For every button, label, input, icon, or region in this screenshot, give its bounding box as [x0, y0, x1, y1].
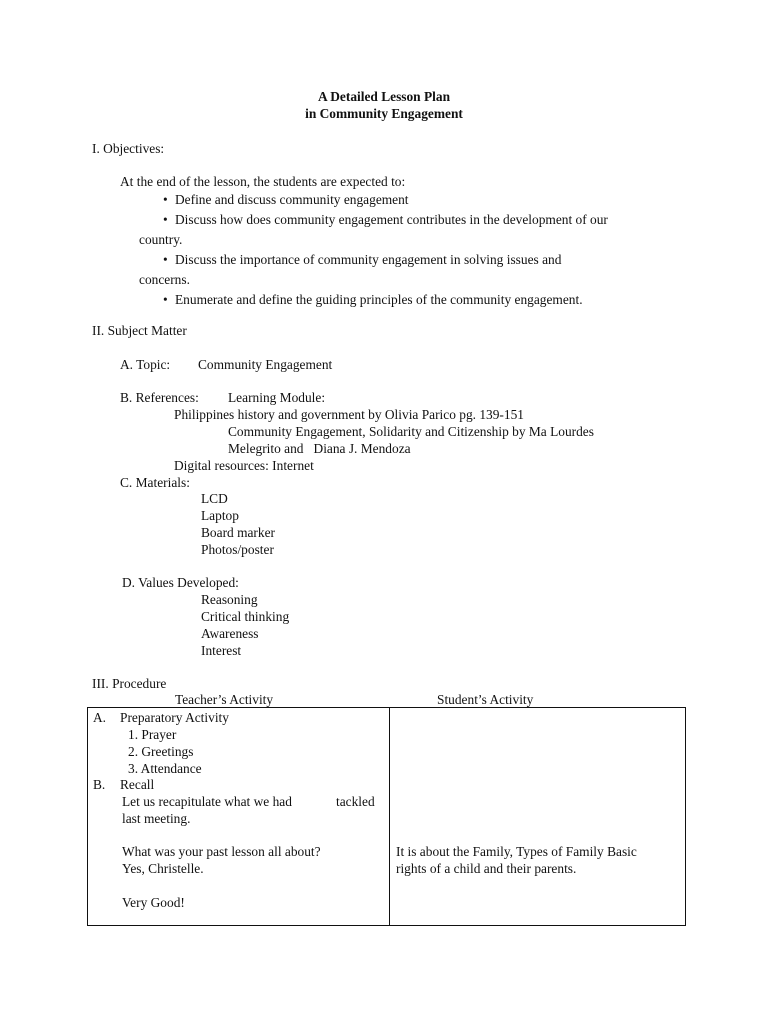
procedure-table	[87, 707, 686, 926]
material-item: Photos/poster	[201, 542, 274, 557]
objectives-heading: I. Objectives:	[92, 141, 165, 156]
material-item: LCD	[201, 491, 228, 506]
references-value: Learning Module:	[228, 390, 326, 405]
material-item: Board marker	[201, 525, 275, 540]
table-row	[88, 708, 686, 926]
student-activity-cell	[390, 708, 686, 926]
student-answer: rights of a child and their parents.	[396, 861, 577, 876]
recall-text: tackled	[336, 794, 375, 809]
objective-item: • Discuss how does community engagement contributes in the development of our	[175, 211, 608, 228]
value-item: Reasoning	[201, 592, 258, 607]
reference-item: Community Engagement, Solidarity and Citizenship by Ma Lourdes	[228, 424, 594, 439]
reference-item: Philippines history and government by Olivia Parico pg. 139-151	[174, 407, 524, 422]
value-item: Awareness	[201, 626, 259, 641]
step-item: 3. Attendance	[128, 761, 202, 776]
topic-label: A. Topic:	[120, 357, 171, 372]
recall-text: Let us recapitulate what we had	[122, 794, 292, 809]
document-subtitle: in Community Engagement	[305, 106, 463, 121]
materials-label: C. Materials:	[120, 475, 190, 490]
material-item: Laptop	[201, 508, 239, 523]
value-item: Critical thinking	[201, 609, 290, 624]
section-letter: B.	[93, 777, 106, 792]
document-title: A Detailed Lesson Plan	[317, 89, 451, 104]
value-item: Interest	[201, 643, 242, 658]
reference-item-continued: Melegrito and Diana J. Mendoza	[228, 441, 411, 456]
step-item: 1. Prayer	[128, 727, 177, 742]
teacher-praise: Very Good!	[122, 895, 185, 910]
teacher-activity-header: Teacher’s Activity	[175, 692, 274, 707]
topic-value: Community Engagement	[198, 357, 333, 372]
recall-heading: Recall	[120, 777, 155, 792]
student-answer: It is about the Family, Types of Family Basic	[396, 844, 637, 859]
values-label: D. Values Developed:	[122, 575, 239, 590]
recall-text: last meeting.	[122, 811, 191, 826]
student-activity-header: Student’s Activity	[437, 692, 534, 707]
subject-matter-heading: II. Subject Matter	[92, 323, 187, 338]
preparatory-activity: Preparatory Activity	[120, 710, 229, 725]
reference-item: Digital resources: Internet	[174, 458, 314, 473]
references-label: B. References:	[120, 390, 199, 405]
objectives-intro: At the end of the lesson, the students are expected to:	[120, 174, 406, 189]
teacher-activity-cell	[88, 708, 390, 926]
objective-item-continued: concerns.	[139, 272, 190, 287]
teacher-question: What was your past lesson all about?	[122, 844, 321, 859]
objective-item: • Define and discuss community engagement	[175, 191, 409, 208]
procedure-heading: III. Procedure	[92, 676, 167, 691]
teacher-call: Yes, Christelle.	[122, 861, 204, 876]
objective-item: • Enumerate and define the guiding principles of the community engagement.	[175, 291, 583, 308]
objective-item-continued: country.	[139, 232, 183, 247]
objective-item: • Discuss the importance of community engagement in solving issues and	[175, 251, 561, 268]
step-item: 2. Greetings	[128, 744, 194, 759]
section-letter: A.	[93, 710, 107, 725]
